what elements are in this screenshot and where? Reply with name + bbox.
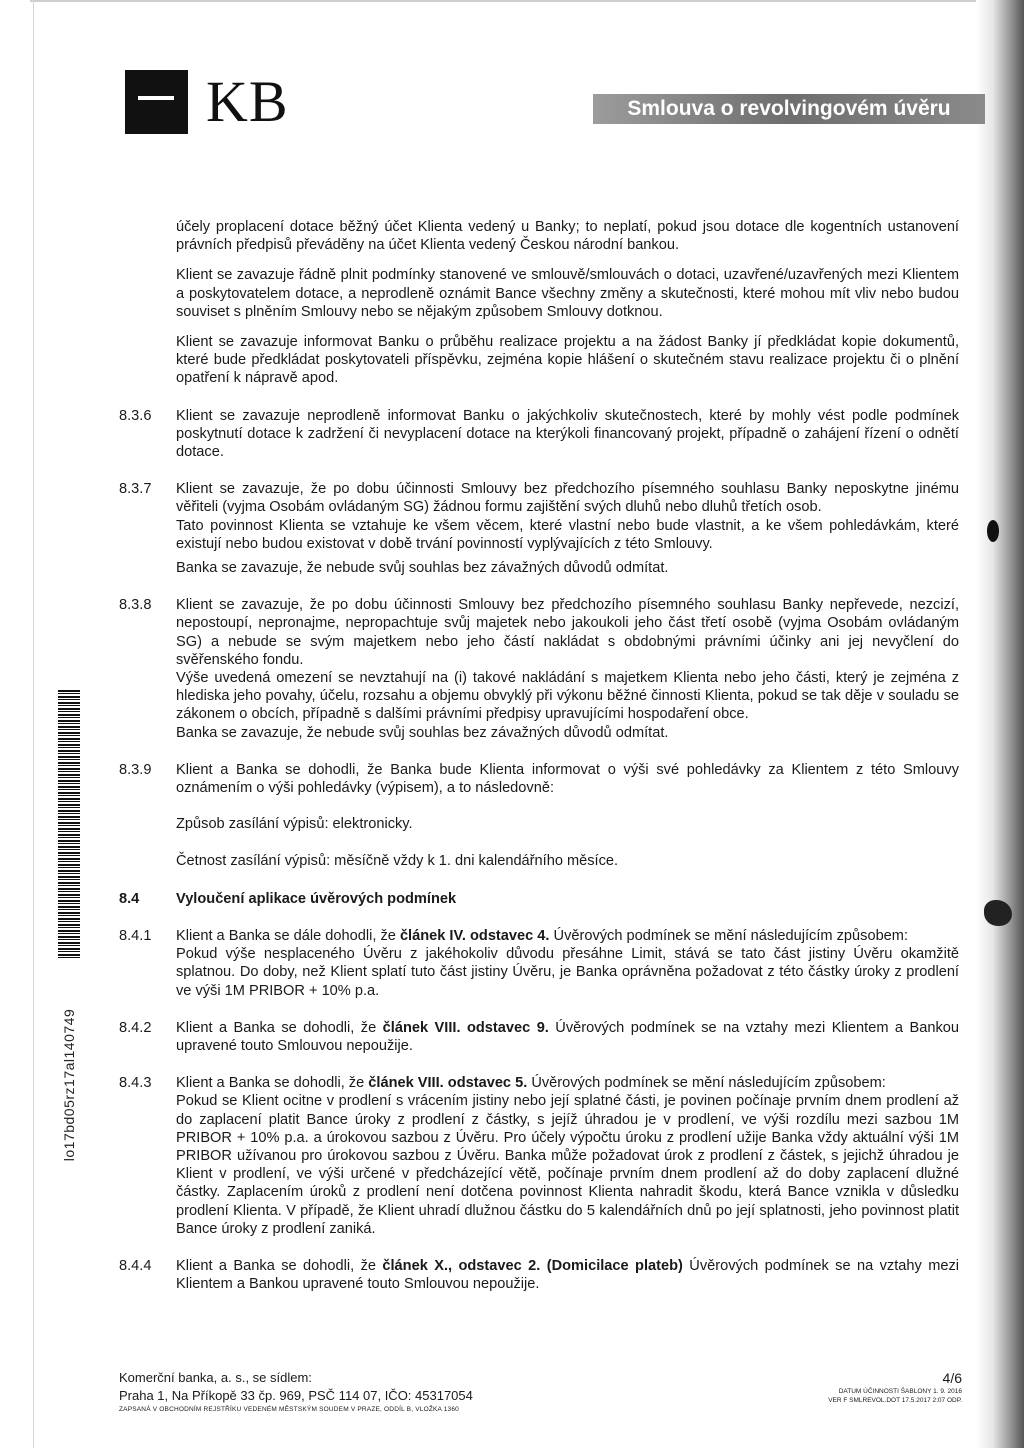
margin-ink-blot: [984, 900, 1012, 926]
page-left-border: [33, 0, 34, 1448]
barcode-image: [58, 690, 80, 958]
clause-paragraph: Banka se zavazuje, že nebude svůj souhlas bez závažných důvodů odmítat.: [176, 724, 669, 741]
clause-8-3-9: [119, 761, 959, 797]
article-reference: článek VIII. odstavec 9.: [382, 1019, 549, 1036]
clause-8-4-4: [119, 1257, 959, 1293]
template-version: VER F SMLREVOL.DOT 17.5.2017 2:07 ODP.: [828, 1397, 962, 1404]
clause-number: 8.4.1: [119, 927, 152, 944]
clause-paragraph: Klient a Banka se dohodli, že článek X., odstavec 2. (Domicilace plateb) Úvěrových podmínek se na vztahy mezi Klientem a Bankou upravené touto Smlouvou nepoužije.: [176, 1257, 960, 1293]
clause-paragraph: Výše uvedená omezení se nevztahují na (i) takové nakládání s majetkem Klienta nebo jeho části, který je zejména z hlediska jeho povahy, účelu, rozsahu a objemu obvyklý při výkonu běžné činnosti Klienta, pokud se tak děje v souladu se zákonem o obcích, případně s dalšími právními předpisy upravujícími hospodaření obce.: [176, 670, 959, 723]
scan-edge-shadow: [976, 0, 1024, 1448]
clause-8-3-6: [119, 407, 959, 462]
clause-number: 8.4.2: [119, 1019, 152, 1036]
clause-8-4-2: [119, 1019, 959, 1055]
clause-text: Klient a Banka se dohodli, že Banka bude Klienta informovat o výši své pohledávky za Klientem z této Smlouvy oznámením o výši pohledávky (výpisem), a to následovně:: [176, 761, 959, 797]
footer-meta: [828, 1369, 962, 1405]
page-number: 4/6: [942, 1370, 962, 1386]
footer-registry: ZAPSANÁ V OBCHODNÍM REJSTŘÍKU VEDENÉM MĚSTSKÝM SOUDEM V PRAZE, ODDÍL B, VLOŽKA 1360: [119, 1406, 459, 1413]
intro-paragraph-3: Klient se zavazuje informovat Banku o průběhu realizace projektu a na žádost Banky jí předkládat kopie dokumentů, které bude předkládat poskytovateli příspěvku, zejména kopie hlášení o skutečném stavu realizace projektu či o plnění opatření k nápravě apod.: [176, 334, 959, 387]
section-number: 8.4: [119, 890, 140, 907]
kb-logo-mark: [125, 70, 188, 134]
article-reference: článek VIII. odstavec 5.: [368, 1075, 528, 1092]
clause-paragraph: Pokud výše nesplaceného Úvěru z jakéhokoliv důvodu přesáhne Limit, stává se tato část jistiny Úvěru okamžitě splatnou. Do doby, než Klient splatí tuto část jistiny Úvěru, je Banka oprávněna požadovat z této částky úroky z prodlení ve výši 1M PRIBOR + 10% p.a.: [176, 946, 959, 999]
clause-8-4-1: [119, 927, 959, 1000]
clause-body: [176, 1257, 959, 1293]
section-title: Vyloučení aplikace úvěrových podmínek: [176, 890, 457, 907]
statement-method-line: Způsob zasílání výpisů: elektronicky.: [176, 816, 413, 833]
statement-frequency-line: Četnost zasílání výpisů: měsíčně vždy k 1. dni kalendářního měsíce.: [176, 853, 619, 870]
clause-number: 8.4.3: [119, 1075, 152, 1092]
clause-paragraph: Klient a Banka se dále dohodli, že článek IV. odstavec 4. Úvěrových podmínek se mění následujícím způsobem:: [176, 927, 909, 944]
clause-number: 8.3.7: [119, 481, 152, 498]
intro-paragraph-1: účely proplacení dotace běžný účet Klienta vedený u Banky; to neplatí, pokud jsou dotace dle kogentních ustanovení právních předpisů převáděny na účet Klienta vedený Českou národní bankou.: [176, 219, 959, 254]
clause-number: 8.3.6: [119, 407, 152, 424]
clause-body: [176, 596, 959, 742]
clause-paragraph: Klient a Banka se dohodli, že článek VIII. odstavec 9. Úvěrových podmínek se na vztahy mezi Klientem a Bankou upravené touto Smlouvou nepoužije.: [176, 1019, 959, 1054]
clause-paragraph: Klient a Banka se dohodli, že článek VIII. odstavec 5. Úvěrových podmínek se mění následujícím způsobem:: [176, 1075, 886, 1092]
clause-paragraph: Klient se zavazuje, že po dobu účinnosti Smlouvy bez předchozího písemného souhlasu Banky nepřevede, nezcizí, nepostoupí, nepronajme, nepropachtuje svůj majetek nebo jakoukoli jeho část třetí osobě (vyjma Osobám ovládaným SG) a nebude se svým majetkem nebo jeho částí nakládat s obdobnými právními účinky ani jej nevyčlení do svěřenského fondu.: [176, 597, 959, 668]
clause-body: [176, 480, 959, 577]
clause-paragraph: Pokud se Klient ocitne v prodlení s vrácením jistiny nebo její splatné části, je povinen počínaje prvním dnem prodlení až do zaplacení platit Bance úroky z prodlení z částky, s jejíž úhradou je v prodlení, ve výši rozdílu mezi sazbou 1M PRIBOR + 10% p.a. a úrokovou sazbou z Úvěru. Pro účely výpočtu úroku z prodlení užije Banka vždy aktuální výši 1M PRIBOR užívanou pro úrokovou sazbou z Úvěru. Banka může požadovat úrok z prodlení z částek, s jejichž úhradou je Klient v prodlení, ve výši určené v předcházející větě, počínaje prvním dnem prodlení až do doby zaplacení dlužné částky. Zaplacením úroků z prodlení není dotčena povinnost Klienta nahradit škodu, která Bance vznikla v důsledku prodlení Klienta. V případě, že Klient uhradí dlužnou částku do 5 kalendářních dnů po její splatnosti, jeho povinnost platit Bance úroky z prodlení zaniká.: [176, 1093, 959, 1237]
article-reference: článek IV. odstavec 4.: [399, 927, 550, 944]
document-title-banner: Smlouva o revolvingovém úvěru: [593, 94, 985, 124]
footer-bank-address: Praha 1, Na Příkopě 33 čp. 969, PSČ 114 07, IČO: 45317054: [119, 1388, 473, 1403]
intro-paragraph-2: Klient se zavazuje řádně plnit podmínky stanovené ve smlouvě/smlouvách o dotaci, uzavřené/uzavřených mezi Klientem a poskytovatelem dotace, a neprodleně oznámit Bance všechny změny a skutečnosti, které mohou mít vliv nebo budou souviset s plněním Smlouvy nebo se nějakým způsobem Smlouvy dotknou.: [176, 267, 959, 320]
section-8-4-heading: [119, 890, 959, 908]
document-body: [119, 218, 959, 1312]
clause-number: 8.3.9: [119, 761, 152, 778]
clause-paragraph: Banka se zavazuje, že nebude svůj souhlas bez závažných důvodů odmítat.: [176, 560, 669, 577]
clause-8-3-8: [119, 596, 959, 742]
margin-ink-mark: [987, 520, 999, 542]
kb-logo-text: KB: [206, 69, 289, 134]
footer-bank-name: Komerční banka, a. s., se sídlem:: [119, 1370, 312, 1385]
clause-body: [176, 1019, 959, 1055]
clause-8-3-7: [119, 480, 959, 577]
template-effective-date: DATUM ÚČINNOSTI ŠABLONY 1. 9. 2016: [838, 1388, 962, 1395]
clause-text: Klient se zavazuje neprodleně informovat Banku o jakýchkoliv skutečnostech, které by mohly vést podle podmínek poskytnutí dotace k zadržení či nevyplacení dotace na kterýkoli financovaný projekt, případně o zahájení řízení o odnětí dotace.: [176, 407, 959, 461]
article-reference: článek X., odstavec 2. (Domicilace plateb): [382, 1257, 683, 1274]
clause-paragraph: Tato povinnost Klienta se vztahuje ke všem věcem, které vlastní nebo bude vlastnit, a ke všem pohledávkám, které existují nebo budou existovat v době trvání povinností vyplývajících z této Smlouvy.: [176, 517, 959, 552]
footer-bank-info: [119, 1369, 473, 1415]
page-top-border: [30, 0, 980, 2]
clause-number: 8.3.8: [119, 597, 152, 614]
clause-paragraph: Klient se zavazuje, že po dobu účinnosti Smlouvy bez předchozího písemného souhlasu Banky neposkytne jinému věřiteli (vyjma Osobám ovládaným SG) žádnou formu zajištění svých dluhů nebo dluhů třetích osob.: [176, 481, 959, 516]
clause-body: [176, 1074, 959, 1238]
clause-number: 8.4.4: [119, 1257, 152, 1274]
clause-8-4-3: [119, 1074, 959, 1238]
document-side-identifier: lo17bd05rz17al140749: [61, 1008, 77, 1162]
clause-body: [176, 927, 959, 1000]
